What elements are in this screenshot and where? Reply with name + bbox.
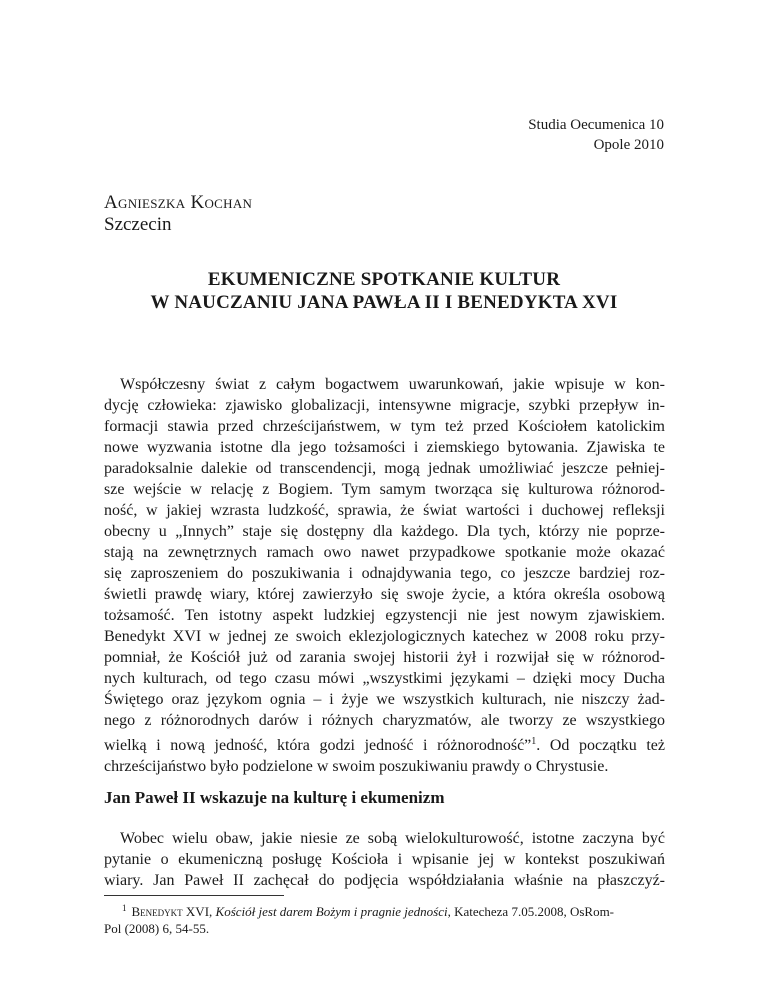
text-line: nych kulturach, od tego czasu mówi „wszystkimi językami – dzięki mocy Ducha — [104, 670, 665, 687]
text-line: wiary. Jan Paweł II zachęcał do podjęcia współdziałania właśnie na płaszczyź- — [104, 872, 665, 889]
text-line: Wobec wielu obaw, jakie niesie ze sobą wielokulturowość, istotne zaczyna być — [120, 830, 665, 847]
author-city: Szczecin — [104, 214, 172, 235]
text-line: sze wejście w relację z Bogiem. Tym samym tworząca się kulturowa różnorod- — [104, 481, 665, 498]
footnote-line — [104, 900, 665, 920]
footnote-divider — [104, 895, 284, 896]
text-line: paradoksalnie dalekie od transcendencji, mogą jednak umożliwiać jeszcze pełniej- — [104, 460, 665, 477]
text-line: Benedykt XVI w jednej ze swoich eklezjologicznych katechez w 2008 roku przy- — [104, 628, 665, 645]
footnote-reference[interactable]: 1 — [531, 736, 537, 747]
author-name: Agnieszka Kochan — [104, 192, 253, 213]
text-line: chrześcijaństwo było podzielone w swoim poszukiwaniu prawdy o Chrystusie. — [104, 758, 609, 775]
footnote-text: , Katecheza 7.05.2008, OsRom- — [447, 904, 615, 919]
section-heading: Jan Paweł II wskazuje na kulturę i ekumenizm — [104, 788, 445, 807]
journal-info — [528, 115, 664, 155]
footnote-line: Pol (2008) 6, 54-55. — [104, 921, 210, 936]
text-fragment: . Od początku też — [536, 737, 666, 754]
text-line: ność, w jakiej wzrasta ludzkość, sprawia, że świat wartości i duchowej refleksji — [104, 502, 665, 519]
text-line: świetli prawdę wiary, której zawierzyło się swoje życie, a która określa osobową — [104, 586, 665, 603]
text-fragment: wielką i nową jedność, która godzi jedność i różnorodność” — [104, 737, 532, 754]
text-line: się zaproszeniem do poszukiwania i odnajdywania tego, co jeszcze bardziej roz- — [104, 565, 665, 582]
title-line-1: EKUMENICZNE SPOTKANIE KULTUR — [207, 269, 561, 290]
paragraph-1 — [104, 374, 665, 777]
text-line: Świętego oraz językom ognia – i żyje we wszystkich kulturach, nie niszczy żad- — [104, 691, 665, 708]
text-line: pytanie o ekumeniczną posługę Kościoła i wpisanie jej w kontekst poszukiwań — [104, 851, 665, 868]
title-line-2: W NAUCZANIU JANA PAWŁA II I BENEDYKTA XVI — [150, 292, 618, 313]
journal-place-year: Opole 2010 — [593, 137, 664, 153]
text-line: stają na zewnętrznych ramach owo nawet przypadkowe spotkanie może okazać — [104, 544, 665, 561]
footnote-title: Kościół jest darem Bożym i pragnie jedności — [215, 904, 448, 919]
journal-name: Studia Oecumenica 10 — [528, 117, 664, 133]
footnote-text: XVI, — [182, 904, 216, 919]
text-line: formacji stawia przed chrześcijaństwem, w tym też przed Kościołem katolickim — [104, 418, 665, 435]
text-line: Współczesny świat z całym bogactwem uwarunkowań, jakie wpisuje w kon- — [120, 376, 665, 393]
text-line: obecny u „Innych” staje się dostępny dla każdego. Dla tych, którzy nie poprze- — [104, 523, 665, 540]
author-block — [104, 192, 252, 236]
text-line-with-footnote — [104, 731, 665, 756]
footnote — [104, 900, 665, 937]
text-line: nego z różnorodnych darów i różnych charyzmatów, ale tworzy ze wszystkiego — [104, 712, 665, 729]
footnote-author: Benedykt — [131, 904, 183, 919]
text-line: pomniał, że Kościół już od zarania swojej historii żył i rozwijał się w różnorod- — [104, 649, 665, 666]
footnote-mark: 1 — [122, 903, 127, 913]
article-title — [104, 268, 664, 314]
text-line: nowe wyzwania istotne dla jego tożsamości i ziemskiego bytowania. Zjawiska te — [104, 439, 665, 456]
text-line: tożsamość. Ten istotny aspekt ludzkiej egzystencji nie jest nowym zjawiskiem. — [104, 607, 665, 624]
paragraph-2 — [104, 828, 665, 891]
text-line: dycję człowieka: zjawisko globalizacji, intensywne migracje, szybki przepływ in- — [104, 397, 665, 414]
